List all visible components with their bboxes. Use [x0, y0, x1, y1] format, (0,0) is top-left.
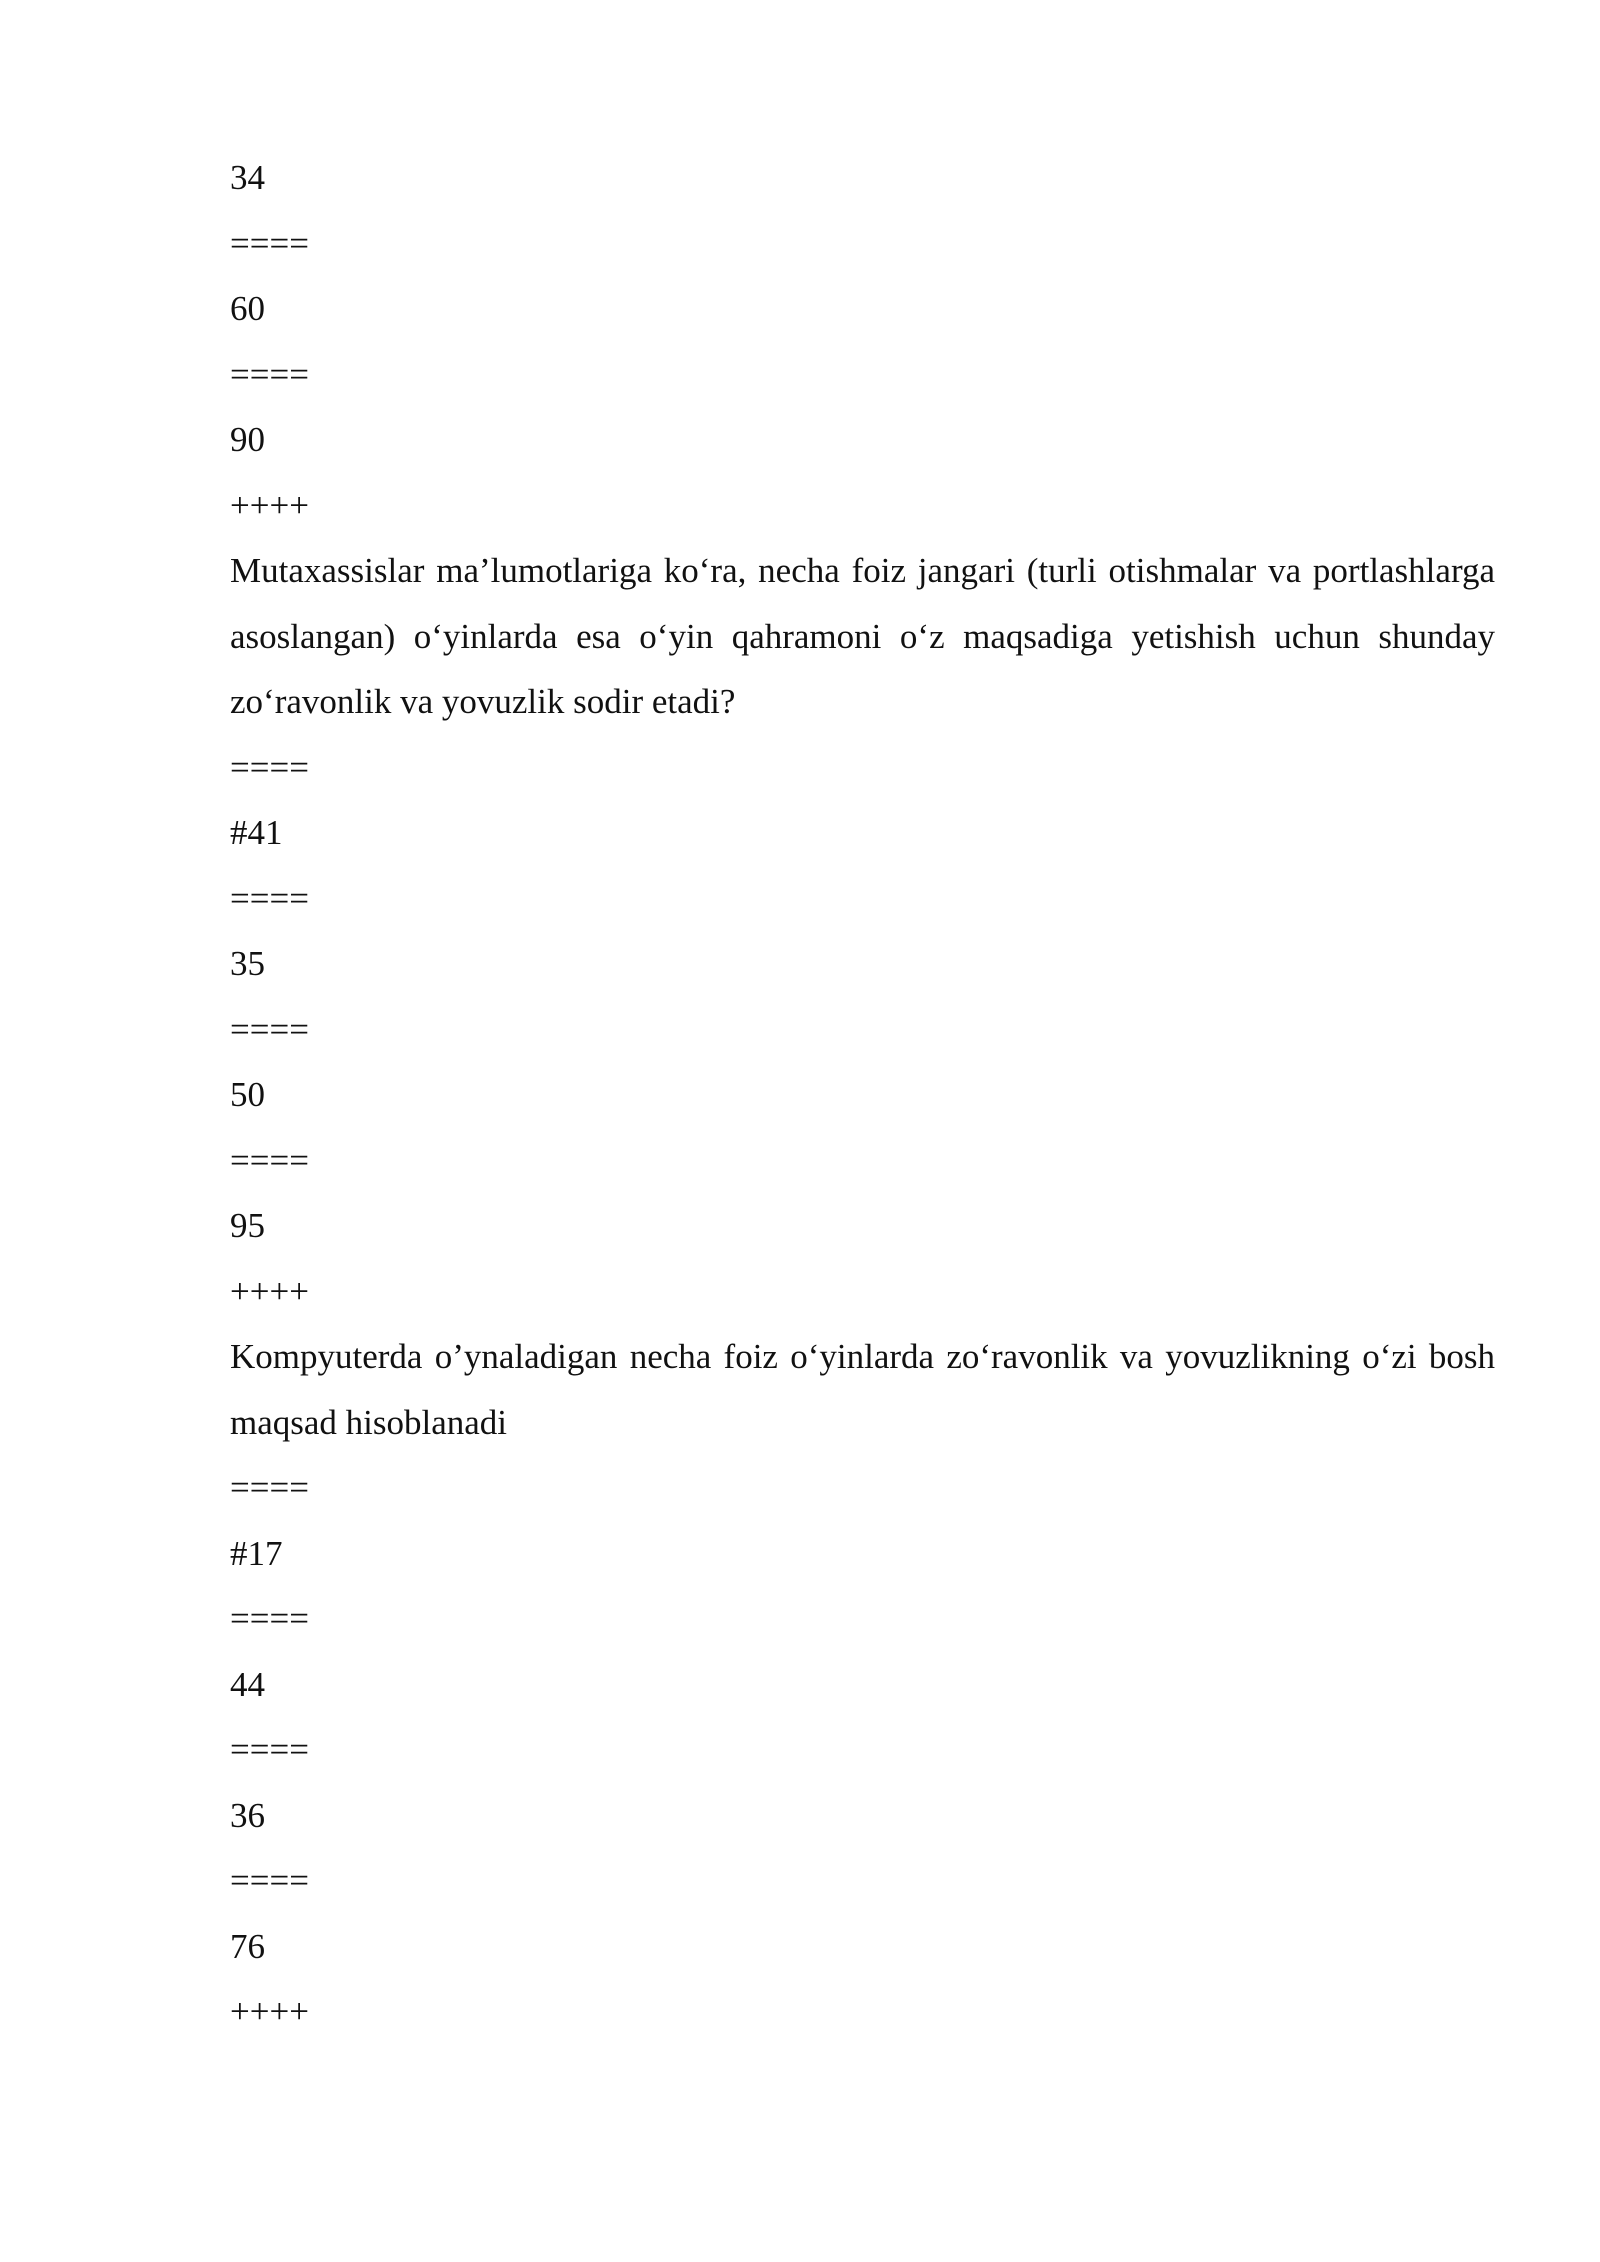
question-text: Kompyuterda o’ynaladigan necha foiz o‘yinlarda zo‘ravonlik va yovuzlikning o‘zi bosh maqsad hisoblanadi — [230, 1337, 1495, 1442]
correct-answer: #17 — [230, 1533, 283, 1573]
answer-option: 44 — [230, 1664, 265, 1704]
separator: ==== — [230, 354, 309, 394]
separator: ==== — [230, 747, 309, 787]
answer-option: 50 — [230, 1075, 265, 1114]
separator: ==== — [230, 223, 309, 263]
separator: ==== — [230, 1140, 309, 1180]
separator: ==== — [230, 1009, 309, 1049]
question-text: Mutaxassislar ma’lumotlariga ko‘ra, necha foiz jangari (turli otishmalar va portlashlarga asoslangan) o‘yinlarda esa o‘yin qahramoni o‘z maqsadiga yetishish uchun shunday zo‘ravonlik va yovuzlik sodir etadi? — [230, 551, 1495, 721]
document-page — [230, 145, 1495, 2045]
question-end-marker: ++++ — [230, 1271, 309, 1311]
answer-option: 35 — [230, 944, 265, 983]
answer-option: 36 — [230, 1795, 265, 1835]
separator: ==== — [230, 1730, 309, 1769]
separator: ==== — [230, 1468, 309, 1507]
answer-option: 95 — [230, 1206, 265, 1245]
answer-option: 76 — [230, 1926, 265, 1966]
separator: ==== — [230, 878, 309, 918]
separator: ==== — [230, 1599, 309, 1638]
question-end-marker: ++++ — [230, 485, 309, 525]
separator: ==== — [230, 1861, 309, 1900]
correct-answer: #41 — [230, 813, 283, 852]
question-end-marker: ++++ — [230, 1992, 309, 2031]
answer-option: 34 — [230, 158, 265, 197]
answer-option: 60 — [230, 289, 265, 328]
answer-option: 90 — [230, 420, 265, 459]
